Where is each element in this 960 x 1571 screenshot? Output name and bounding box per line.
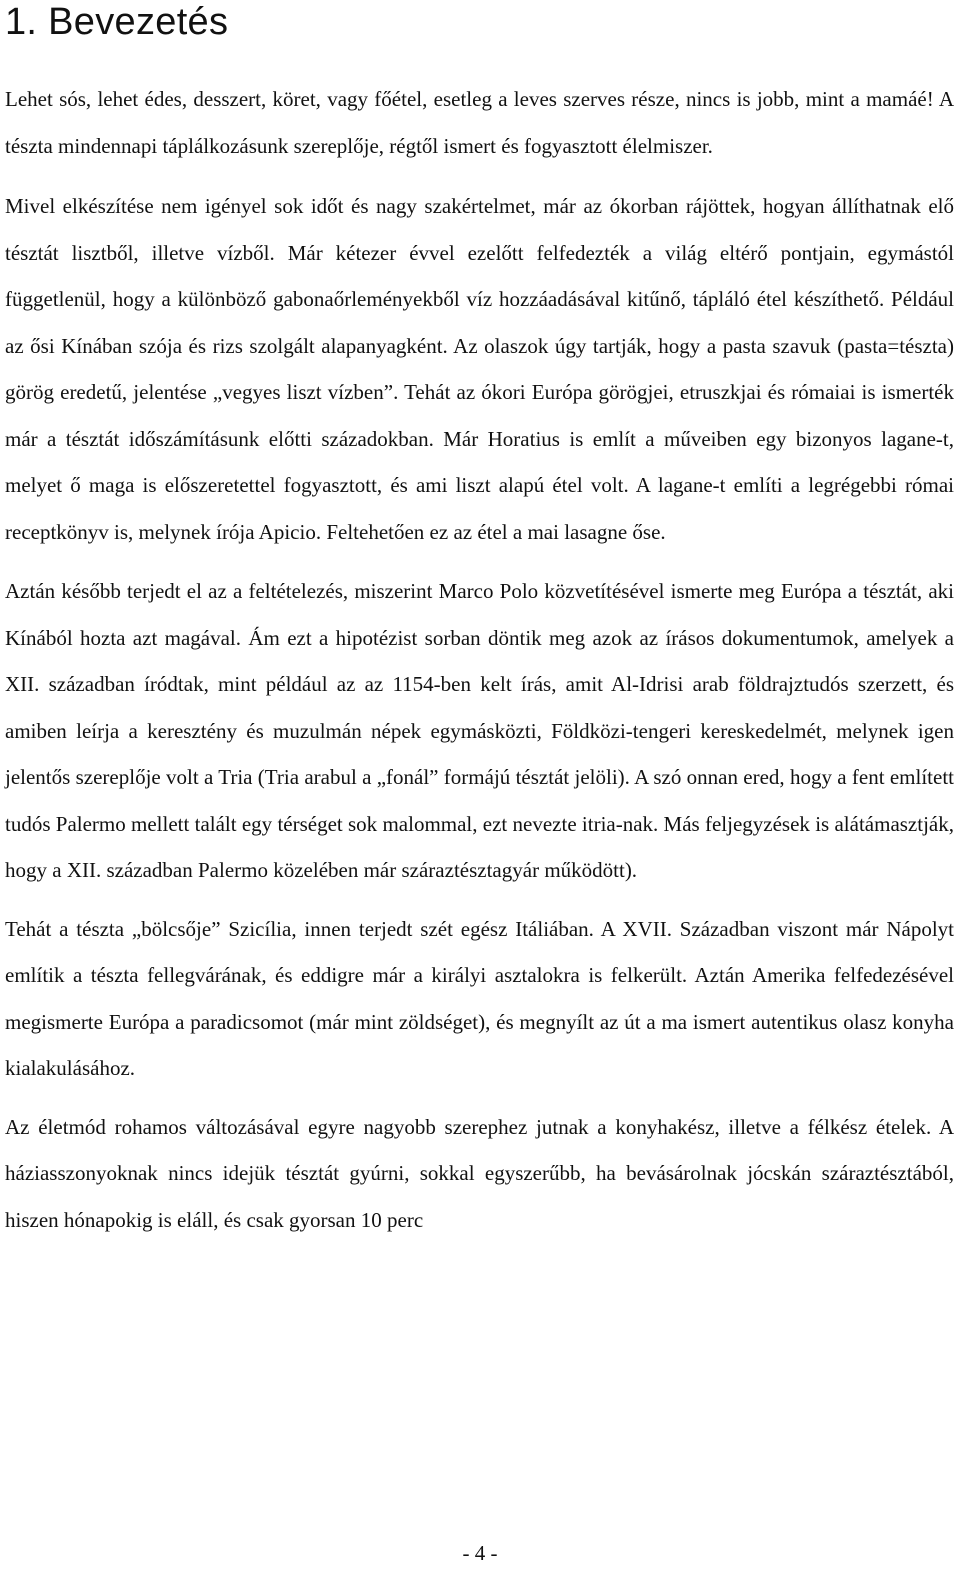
paragraph-history-ancient: Mivel elkészítése nem igényel sok időt és nagy szakértelmet, már az ókorban rájöttek, hogyan állíthatnak elő tésztát lisztből, illetve vízből. Már kétezer évvel ezelőtt felfedezték a világ eltérő pontjain, egymástól függetlenül, hogy a különböző gabonaőrleményekből víz hozzáadásával kitűnő, tápláló étel készíthető. Például az ősi Kínában szója és rizs szolgált alapanyagként. Az olaszok úgy tartják, hogy a pasta szavuk (pasta=tészta) görög eredetű, jelentése „vegyes liszt vízben”. Tehát az ókori Európa görögjei, etruszkjai és rómaiai is ismerték már a tésztát időszámításunk előtti századokban. Már Horatius is említ a műveiben egy bizonyos lagane-t, melyet ő maga is előszeretettel fogyasztott, és ami liszt alapú étel volt. A lagane-t említi a legrégebbi római receptkönyv is, melynek írója Apicio. Feltehetően ez az étel a mai lasagne őse. xyxy=(5,194,954,544)
page-number: - 4 - xyxy=(462,1541,498,1565)
paragraph-intro: Lehet sós, lehet édes, desszert, köret, vagy főétel, esetleg a leves szerves része, nincs is jobb, mint a mamáé! A tészta mindennapi táplálkozásunk szereplője, régtől ismert és fogyasztott élelmiszer. xyxy=(5,87,954,158)
paragraph-marco-polo: Aztán később terjedt el az a feltételezés, miszerint Marco Polo közvetítésével ismerte meg Európa a tésztát, aki Kínából hozta azt magával. Ám ezt a hipotézist sorban döntik meg azok az írásos dokumentumok, amelyek a XII. században íródtak, mint például az az 1154-ben kelt írás, amit Al-Idrisi arab földrajztudós szerzett, és amiben leírja a keresztény és muzulmán népek egymásközti, Földközi-tengeri kereskedelmét, melynek igen jelentős szereplője volt a Tria (Tria arabul a „fonál” formájú tésztát jelöli). A szó onnan ered, hogy a fent említett tudós Palermo mellett talált egy térséget sok malommal, ezt nevezte itria-nak. Más feljegyzések is alátámasztják, hogy a XII. században Palermo közelében már száraztésztagyár működött). xyxy=(5,579,954,882)
paragraph-modern-lifestyle: Az életmód rohamos változásával egyre nagyobb szerephez jutnak a konyhakész, illetve a félkész ételek. A háziasszonyoknak nincs idejük tésztát gyúrni, sokkal egyszerűbb, ha bevásárolnak jócskán száraztésztából, hiszen hónapokig is eláll, és csak gyorsan 10 perc xyxy=(5,1114,954,1232)
chapter-heading: 1. Bevezetés xyxy=(5,1,229,43)
paragraph-sicily: Tehát a tészta „bölcsője” Szicília, innen terjedt szét egész Itáliában. A XVII. Században viszont már Nápolyt említik a tészta fellegvárának, és eddigre már a királyi asztalokra is felkerült. Aztán Amerika felfedezésével megismerte Európa a paradicsomot (már mint zöldséget), és megnyílt az út a ma ismert autentikus olasz konyha kialakulásához. xyxy=(5,916,954,1080)
